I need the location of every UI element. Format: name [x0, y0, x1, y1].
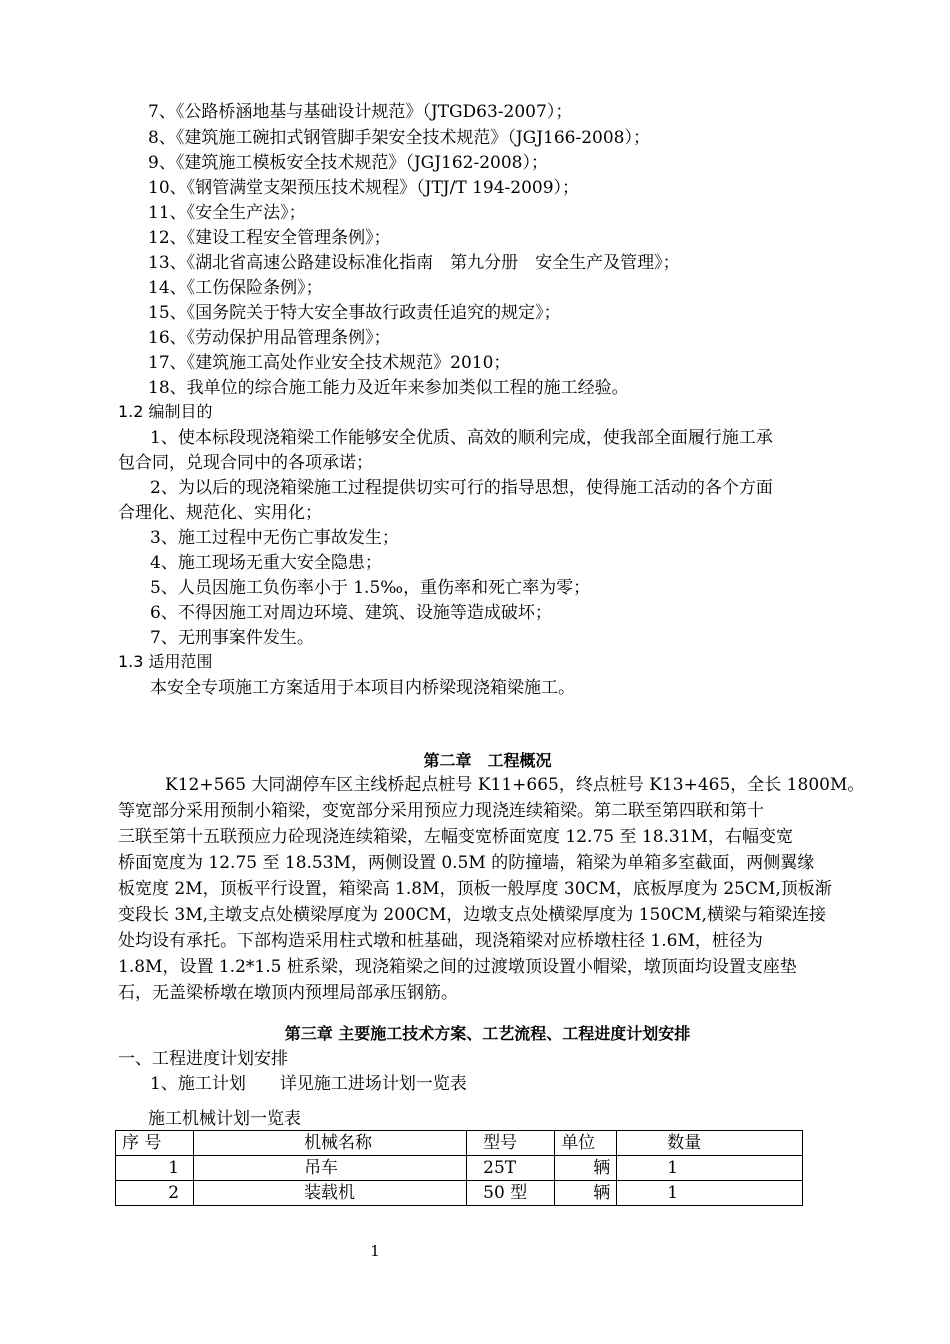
- overview-line: 处均设有承托。下部构造采用柱式墩和桩基础，现浇箱梁对应桥墩柱径 1.6M，桩径为: [118, 931, 763, 951]
- header-seq: 序 号: [116, 1131, 194, 1156]
- overview-line: 桥面宽度为 12.75 至 18.53M，两侧设置 0.5M 的防撞墙，箱梁为单箱多室截面，两侧翼缘: [118, 853, 815, 873]
- cell-unit: 辆: [555, 1156, 617, 1181]
- page-number: 1: [370, 1242, 380, 1260]
- cell-machine-name: 吊车: [194, 1156, 467, 1181]
- schedule-heading: 一、工程进度计划安排: [118, 1049, 288, 1069]
- reference-item: 8、《建筑施工碗扣式钢管脚手架安全技术规范》（JGJ166-2008）；: [148, 128, 650, 148]
- cell-seq: 1: [116, 1156, 194, 1181]
- reference-item: 17、《建筑施工高处作业安全技术规范》2010；: [148, 353, 511, 373]
- overview-line: 石，无盖梁桥墩在墩顶内预埋局部承压钢筋。: [118, 983, 458, 1003]
- purpose-item-7: 7、无刑事案件发生。: [150, 628, 314, 648]
- purpose-item-4: 4、施工现场无重大安全隐患；: [150, 553, 382, 573]
- purpose-item-3: 3、施工过程中无伤亡事故发生；: [150, 528, 399, 548]
- table-row: [116, 1181, 803, 1206]
- overview-line: 1.8M，设置 1.2*1.5 桩系梁，现浇箱梁之间的过渡墩顶设置小帽梁，墩顶面均设置支座垫: [118, 957, 797, 977]
- section-heading-1-3: 1.3 适用范围: [118, 652, 213, 671]
- cell-unit: 辆: [555, 1181, 617, 1206]
- cell-seq: 2: [116, 1181, 194, 1206]
- cell-quantity: 1: [617, 1181, 803, 1206]
- header-unit: 单位: [555, 1131, 617, 1156]
- table-header-row: [116, 1131, 803, 1156]
- overview-line: 等宽部分采用预制小箱梁，变宽部分采用预应力现浇连续箱梁。第二联至第四联和第十: [118, 801, 764, 821]
- reference-item: 14、《工伤保险条例》；: [148, 278, 323, 298]
- cell-model: 50 型: [467, 1181, 555, 1206]
- header-model: 型号: [467, 1131, 555, 1156]
- header-machine-name: 机械名称: [194, 1131, 467, 1156]
- purpose-item-1-line1: 1、使本标段现浇箱梁工作能够安全优质、高效的顺利完成，使我部全面履行施工承: [150, 428, 773, 448]
- reference-item: 13、《湖北省高速公路建设标准化指南 第九分册 安全生产及管理》；: [148, 253, 680, 273]
- reference-item: 12、《建设工程安全管理条例》；: [148, 228, 391, 248]
- table-caption: 施工机械计划一览表: [148, 1109, 301, 1129]
- reference-item: 11、《安全生产法》；: [148, 203, 306, 223]
- construction-plan-item: 1、施工计划 详见施工进场计划一览表: [150, 1074, 467, 1094]
- overview-line: 板宽度 2M，顶板平行设置，箱梁高 1.8M，顶板一般厚度 30CM，底板厚度为 25CM,顶板渐: [118, 879, 832, 899]
- overview-line: 变段长 3M,主墩支点处横梁厚度为 200CM，边墩支点处横梁厚度为 150CM,横梁与箱梁连接: [118, 905, 826, 925]
- purpose-item-1-line2: 包合同，兑现合同中的各项承诺；: [118, 453, 373, 473]
- purpose-item-2-line2: 合理化、规范化、实用化；: [118, 503, 322, 523]
- section-heading-1-2: 1.2 编制目的: [118, 402, 213, 421]
- machinery-table: [115, 1130, 803, 1206]
- cell-quantity: 1: [617, 1156, 803, 1181]
- purpose-item-2-line1: 2、为以后的现浇箱梁施工过程提供切实可行的指导思想，使得施工活动的各个方面: [150, 478, 773, 498]
- reference-item: 18、我单位的综合施工能力及近年来参加类似工程的施工经验。: [148, 378, 629, 398]
- reference-item: 7、《公路桥涵地基与基础设计规范》（JTGD63-2007）；: [148, 102, 573, 122]
- header-quantity: 数量: [617, 1131, 803, 1156]
- chapter-3-title: 第三章 主要施工技术方案、工艺流程、工程进度计划安排: [284, 1024, 691, 1043]
- purpose-item-5: 5、人员因施工负伤率小于 1.5‰，重伤率和死亡率为零；: [150, 578, 591, 598]
- cell-machine-name: 装载机: [194, 1181, 467, 1206]
- reference-item: 16、《劳动保护用品管理条例》；: [148, 328, 391, 348]
- reference-item: 9、《建筑施工模板安全技术规范》（JGJ162-2008）；: [148, 153, 548, 173]
- reference-item: 15、《国务院关于特大安全事故行政责任追究的规定》；: [148, 303, 561, 323]
- chapter-2-title: 第二章 工程概况: [423, 751, 552, 770]
- overview-line: 三联至第十五联预应力砼现浇连续箱梁，左幅变宽桥面宽度 12.75 至 18.31M，右幅变宽: [118, 827, 793, 847]
- cell-model: 25T: [467, 1156, 555, 1181]
- reference-item: 10、《钢管满堂支架预压技术规程》（JTJ/T 194-2009）；: [148, 178, 580, 198]
- scope-text: 本安全专项施工方案适用于本项目内桥梁现浇箱梁施工。: [150, 678, 575, 698]
- purpose-item-6: 6、不得因施工对周边环境、建筑、设施等造成破坏；: [150, 603, 552, 623]
- overview-line: K12+565 大同湖停车区主线桥起点桩号 K11+665，终点桩号 K13+465，全长 1800M。: [148, 775, 865, 795]
- table-row: [116, 1156, 803, 1181]
